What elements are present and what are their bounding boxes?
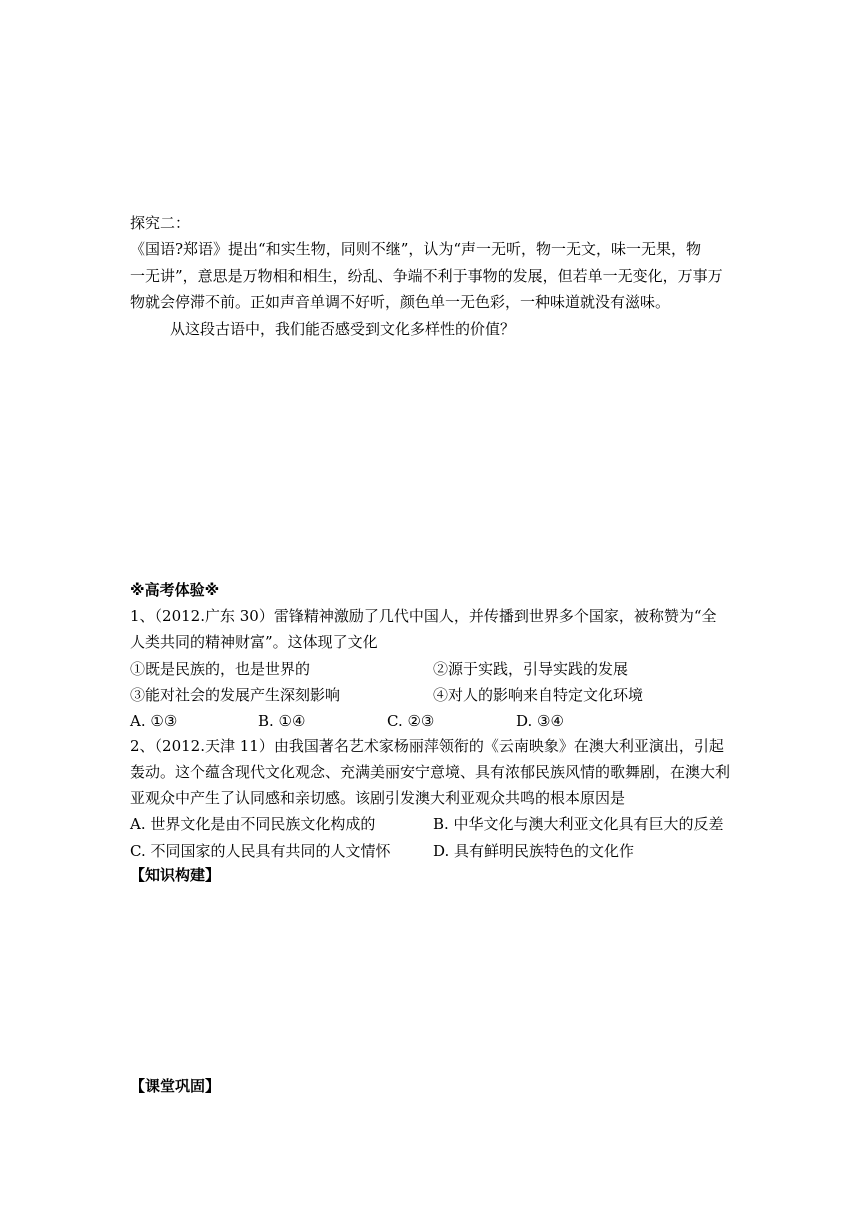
q1-option-3: ③能对社会的发展产生深刻影响 — [130, 686, 341, 704]
q2-choice-a: A. 世界文化是由不同民族文化构成的 — [130, 815, 376, 833]
gaokao-heading: ※高考体验※ — [130, 581, 220, 599]
explore2-paragraph-line-3: 物就会停滞不前。正如声音单调不好听，颜色单一无色彩，一种味道就没有滋味。 — [130, 293, 671, 311]
q1-option-2: ②源于实践，引导实践的发展 — [433, 660, 629, 678]
explore2-paragraph-line-1: 《国语?郑语》提出“和实生物，同则不继”，认为“声一无听，物一无文，味一无果，物 — [130, 240, 702, 258]
knowledge-heading: 【知识构建】 — [130, 866, 221, 884]
explore2-paragraph-line-2: 一无讲”，意思是万物相和相生，纷乱、争端不利于事物的发展，但若单一无变化，万事万 — [130, 267, 723, 285]
q2-stem-line-1: 2、（2012.天津 11）由我国著名艺术家杨丽萍领衔的《云南映象》在澳大利亚演出，引起 — [130, 737, 724, 755]
q2-choice-b: B. 中华文化与澳大利亚文化具有巨大的反差 — [433, 815, 724, 833]
q1-stem-line-2: 人类共同的精神财富”。这体现了文化 — [130, 633, 378, 651]
explore2-question: 从这段古语中，我们能否感受到文化多样性的价值？ — [170, 320, 516, 338]
q1-choice-a: A. ①③ — [130, 712, 178, 730]
q2-stem-line-2: 轰动。这个蕴含现代文化观念、充满美丽安宁意境、具有浓郁民族风情的歌舞剧，在澳大利 — [130, 763, 731, 781]
q1-choice-c: C. ②③ — [387, 712, 435, 730]
q2-choice-c: C. 不同国家的人民具有共同的人文情怀 — [130, 842, 391, 860]
q2-stem-line-3: 亚观众中产生了认同感和亲切感。该剧引发澳大利亚观众共鸣的根本原因是 — [130, 789, 626, 807]
q1-stem-line-1: 1、（2012.广东 30）雷锋精神激励了几代中国人，并传播到世界多个国家，被称赞为“全 — [130, 607, 717, 625]
consolidate-heading: 【课堂巩固】 — [130, 1077, 221, 1095]
q1-choice-b: B. ①④ — [258, 712, 306, 730]
explore2-heading: 探究二： — [130, 214, 191, 232]
q2-choice-d: D. 具有鲜明民族特色的文化作 — [433, 842, 635, 860]
q1-choice-d: D. ③④ — [516, 712, 564, 730]
q1-option-4: ④对人的影响来自特定文化环境 — [433, 686, 644, 704]
q1-option-1: ①既是民族的，也是世界的 — [130, 660, 311, 678]
